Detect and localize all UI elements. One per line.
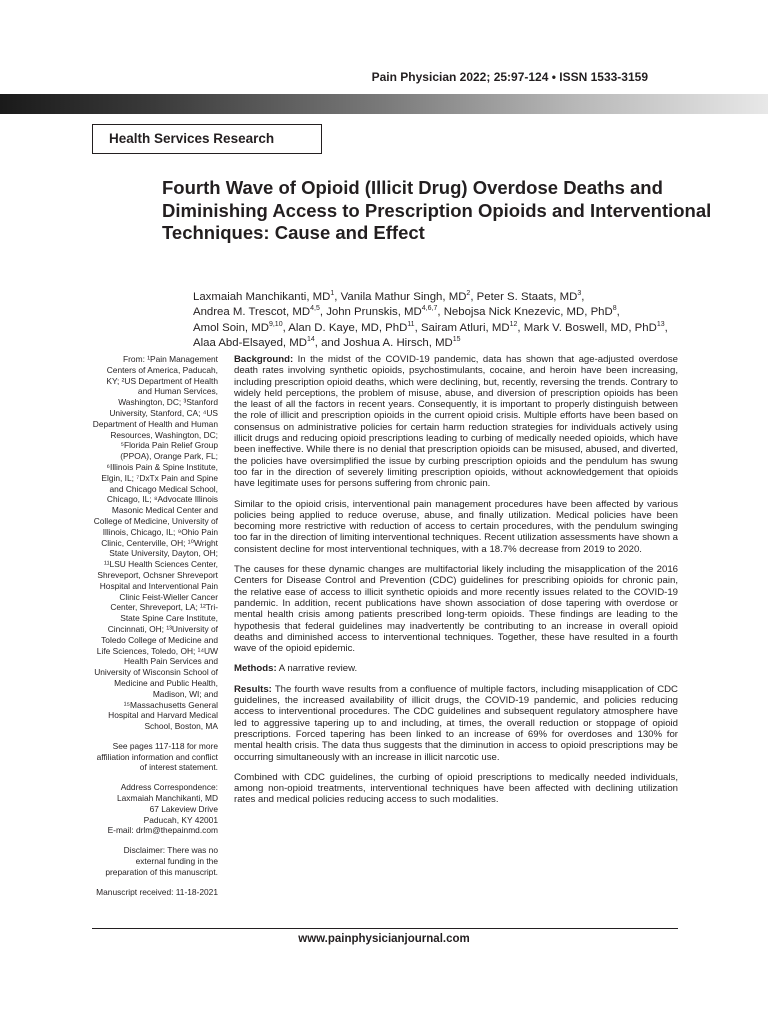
author-name: Andrea M. Trescot, MD [193, 306, 311, 319]
author-separator: , [414, 321, 421, 334]
author-affiliation-number: 2 [466, 290, 471, 298]
author-name: Alan D. Kaye, MD, PhD [288, 321, 408, 334]
author-name: Amol Soin, MD [193, 321, 269, 334]
results-paragraph-2: Combined with CDC guidelines, the curbing of opioid prescriptions to medically needed individuals, among non-opioid treatments, interventional techniques have been affected with declining utilization rates and medical policies reducing access to such modalities. [234, 771, 678, 806]
author-name: Sairam Atluri, MD [420, 321, 510, 334]
author-separator: , [664, 321, 668, 334]
manuscript-received: Manuscript received: 11-18-2021 [96, 886, 218, 897]
see-pages-note: See pages 117-118 for more affiliation information and conflict of interest statement. [96, 740, 218, 773]
results-text-1: The fourth wave results from a confluence of multiple factors, including misapplication of CDC guidelines, the increased availability of illicit drugs, the COVID-19 pandemic, and policies reducing access to interventional procedures. The CDC guidelines and subsequent regulatory atmosphere have led to aggressive tapering up to and including, at times, the overall reduction or stoppage of opioid prescriptions. Forced tapering has been linked to an increase of 69% for overdoses and 130% for mental health crisis. The data thus suggests that the diminution in access to opioid prescriptions may be occurring simultaneously with an increase in illicit narcotic use. [234, 683, 678, 763]
author-affiliation-number: 4,5 [310, 305, 320, 313]
background-paragraph-3: The causes for these dynamic changes are multifactorial likely including the misapplication of the 2016 Centers for Disease Control and Prevention (CDC) guidelines for prescribing opioids for chronic pain, the relative ease of access to illicit synthetic opioids and more recently issues related to the COVID-19 pandemic. In addition, recent publications have shown association of dose tapering with overdose or mental health crisis among patients prescribed long-term opioids. These findings are leading to the hypothesis that federal guidelines may inadvertently be contributing to an increase in overall opioid deaths and diminished access to interventional techniques. Together, these have resulted in a fourth wave of the opioid epidemic. [234, 564, 678, 655]
author-line [193, 290, 713, 305]
author-list [193, 290, 713, 351]
correspondence-city: Paducah, KY 42001 [143, 814, 218, 825]
sidebar-affiliations [92, 354, 218, 906]
background-label: Background: [234, 354, 294, 365]
section-label-box [92, 124, 322, 154]
results-paragraph-1 [234, 684, 678, 763]
author-separator: , [319, 306, 327, 319]
section-label: Health Services Research [109, 131, 275, 146]
background-paragraph-1 [234, 354, 678, 490]
author-affiliation-number: 1 [330, 290, 335, 298]
author-separator: , [581, 291, 585, 303]
abstract [234, 354, 678, 815]
author-affiliation-number: 4,6,7 [421, 305, 438, 313]
author-name: John Prunskis, MD [326, 306, 422, 319]
author-name: Peter S. Staats, MD [476, 291, 578, 303]
journal-citation: Pain Physician 2022; 25:97-124 • ISSN 1533-3159 [371, 70, 648, 84]
author-affiliation-number: 8 [612, 305, 617, 313]
methods-label: Methods: [234, 663, 277, 675]
author-name: Alaa Abd-Elsayed, MD [193, 336, 307, 349]
methods-text: A narrative review. [278, 663, 358, 675]
author-affiliation-number: 11 [407, 320, 415, 328]
results-label: Results: [234, 683, 272, 695]
correspondence-street: 67 Lakeview Drive [149, 803, 218, 814]
article-title: Fourth Wave of Opioid (Illicit Drug) Overdose Deaths and Diminishing Access to Prescription Opioids and Interventional Techniques: Cause and Effect [162, 177, 712, 243]
author-separator: , [334, 291, 341, 303]
header-gradient-bar [0, 94, 768, 114]
author-line [193, 305, 713, 320]
disclaimer-note: Disclaimer: There was no external funding in the preparation of this manuscript. [105, 845, 218, 877]
author-name: Laxmaiah Manchikanti, MD [193, 291, 331, 303]
author-separator: , [616, 306, 620, 319]
author-line [193, 336, 713, 351]
author-affiliation-number: 15 [452, 336, 461, 344]
author-affiliation-number: 3 [577, 290, 582, 298]
background-text-1: In the midst of the COVID-19 pandemic, data has shown that age-adjusted overdose death rates involving synthetic opioids, psychostimulants, cocaine, and heroin have been increasing, including prescription opioid deaths, which were declining, but, recently, reversing the trends. Contrary to widely held perceptions, the problem of misuse, abuse, and diversion of prescription opioids has been the least of all the factors in recent years. Consequently, it is important to properly distinguish between the role of illicit and prescription opioids in the current opioid crisis. Multiple efforts have been based on consensus on administrative policies for certain harm reduction strategies for individuals actively using illicit drugs and reducing opioid prescriptions leading to curbing of medically needed opioids, which have been ineffective. While there is no denial that prescription opioids can be misused, abused, and diverted, the policies have oversimplified the issue by curbing prescription opioids and the pendulum has swung too far in the direction of severely limiting prescription opioids, without acknowledgement that opioids have legitimate uses for persons suffering from chronic pain. [234, 354, 678, 490]
author-separator: , [437, 306, 444, 319]
background-paragraph-2: Similar to the opioid crisis, interventional pain management procedures have been affected by various policies being applied to reduce overuse, abuse, and finally utilization. Medical policies have been becoming more restrictive with reduction of access to certain procedures, with the pendulum swinging too far in the direction of limiting interventional techniques. Recent utilization assessments have shown a consistent decline for most interventional techniques, with a 18.7% decrease from 2019 to 2020. [234, 498, 678, 555]
author-line [193, 321, 713, 336]
author-separator: , and [314, 336, 344, 349]
author-name: Vanila Mathur Singh, MD [340, 291, 467, 303]
correspondence-label: Address Correspondence: [120, 782, 218, 793]
correspondence-name: Laxmaiah Manchikanti, MD [116, 793, 218, 804]
author-name: Joshua A. Hirsch, MD [343, 336, 453, 349]
author-name: Mark V. Boswell, MD, PhD [523, 321, 657, 334]
footer-rule [92, 928, 678, 929]
author-separator: , [470, 291, 477, 303]
author-separator: , [282, 321, 289, 334]
author-affiliation-number: 13 [656, 320, 665, 328]
author-affiliation-number: 12 [509, 320, 518, 328]
methods-paragraph [234, 663, 678, 674]
author-affiliation-number: 14 [306, 336, 315, 344]
author-name: Nebojsa Nick Knezevic, MD, PhD [443, 306, 613, 319]
affiliations-text: From: ¹Pain Management Centers of America, Paducah, KY; ²US Department of Health and Human Services, Washington, DC; ³Stanford University, Stanford, CA; ⁴US Department of Health and Human Resources, Washington, DC; ⁵Florida Pain Relief Group (PPOA), Orange Park, FL; ⁶Illinois Pain & Spine Institute, Elgin, IL; ⁷DxTx Pain and Spine and Chicago Medical School, Chicago, IL; ⁸Advocate Illinois Masonic Medical Center and College of Medicine, University of Illinois, Chicago, IL; ⁹Ohio Pain Clinic, Centerville, OH; ¹⁰Wright State University, Dayton, OH; ¹¹LSU Health Sciences Center, Shreveport, Ochsner Shreveport Hospital and Interventional Pain Clinic Feist-Wieller Cancer Center, Shreveport, LA; ¹²Tri-State Spine Care Institute, Cincinnati, OH; ¹³University of Toledo College of Medicine and Life Sciences, Toledo, OH; ¹⁴UW Health Pain Services and University of Wisconsin School of Medicine and Public Health, Madison, WI; and ¹⁵Massachusetts General Hospital and Harvard Medical School, Boston, MA [92, 354, 218, 732]
author-affiliation-number: 9,10 [268, 320, 283, 328]
correspondence-email[interactable]: E-mail: drlm@thepainmd.com [107, 825, 218, 836]
author-separator: , [517, 321, 524, 334]
footer-url[interactable]: www.painphysicianjournal.com [298, 933, 470, 945]
correspondence-block [92, 782, 218, 836]
